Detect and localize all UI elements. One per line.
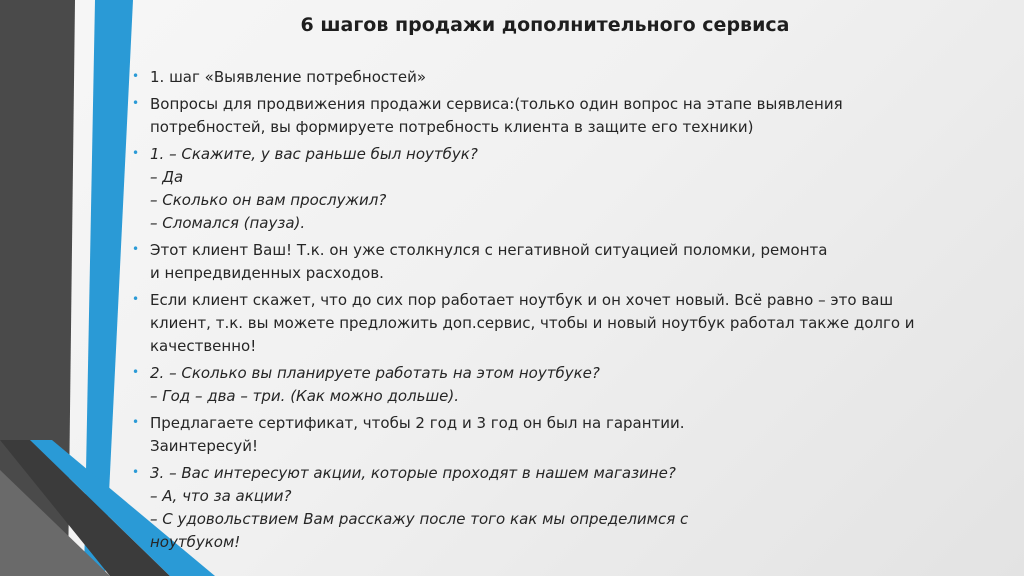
bullet-line: 1. шаг «Выявление потребностей» [150,68,427,86]
bullet-line: Вопросы для продвижения продажи сервиса:(только один вопрос на этапе выявления [150,95,843,113]
bullet-line: Заинтересуй! [150,437,258,455]
slide-title: 6 шагов продажи дополнительного сервиса [300,14,790,36]
bullet-line: качественно! [150,337,257,355]
bullet-line: – Сколько он вам прослужил? [150,191,387,209]
bullet-dot-icon: • [132,146,140,160]
bullet-line: 2. – Сколько вы планируете работать на этом ноутбуке? [150,364,600,382]
bullet-item [132,289,982,358]
bullet-line: – Да [150,168,184,186]
bullet-dot-icon: • [132,96,140,110]
bullet-item [132,93,982,139]
bullet-line: – А, что за акции? [150,487,292,505]
bullet-line: и непредвиденных расходов. [150,264,384,282]
bullet-line: 3. – Вас интересуют акции, которые проходят в нашем магазине? [150,464,676,482]
bullet-line: 1. – Скажите, у вас раньше был ноутбук? [150,145,478,163]
bullet-item [132,362,982,408]
bullet-item [132,239,982,285]
bullet-line: ноутбуком! [150,533,241,551]
bullet-dot-icon: • [132,465,140,479]
bullet-line: Этот клиент Ваш! Т.к. он уже столкнулся с негативной ситуацией поломки, ремонта [150,241,828,259]
bullet-dot-icon: • [132,415,140,429]
bullet-list [132,66,982,558]
bullet-item [132,143,982,235]
bullet-item [132,412,982,458]
bullet-line: – Год – два – три. (Как можно дольше). [150,387,460,405]
bullet-item [132,462,982,554]
bullet-dot-icon: • [132,292,140,306]
bullet-line: Предлагаете сертификат, чтобы 2 год и 3 год он был на гарантии. [150,414,685,432]
bullet-item [132,66,982,89]
bullet-line: – С удовольствием Вам расскажу после того как мы определимся с [150,510,689,528]
bullet-dot-icon: • [132,365,140,379]
bullet-dot-icon: • [132,242,140,256]
bullet-line: Если клиент скажет, что до сих пор работает ноутбук и он хочет новый. Всё равно – это ваш [150,291,894,309]
bullet-dot-icon: • [132,69,140,83]
bullet-line: – Сломался (пауза). [150,214,306,232]
bullet-line: клиент, т.к. вы можете предложить доп.сервис, чтобы и новый ноутбук работал также долго и [150,314,915,332]
bullet-line: потребностей, вы формируете потребность клиента в защите его техники) [150,118,754,136]
